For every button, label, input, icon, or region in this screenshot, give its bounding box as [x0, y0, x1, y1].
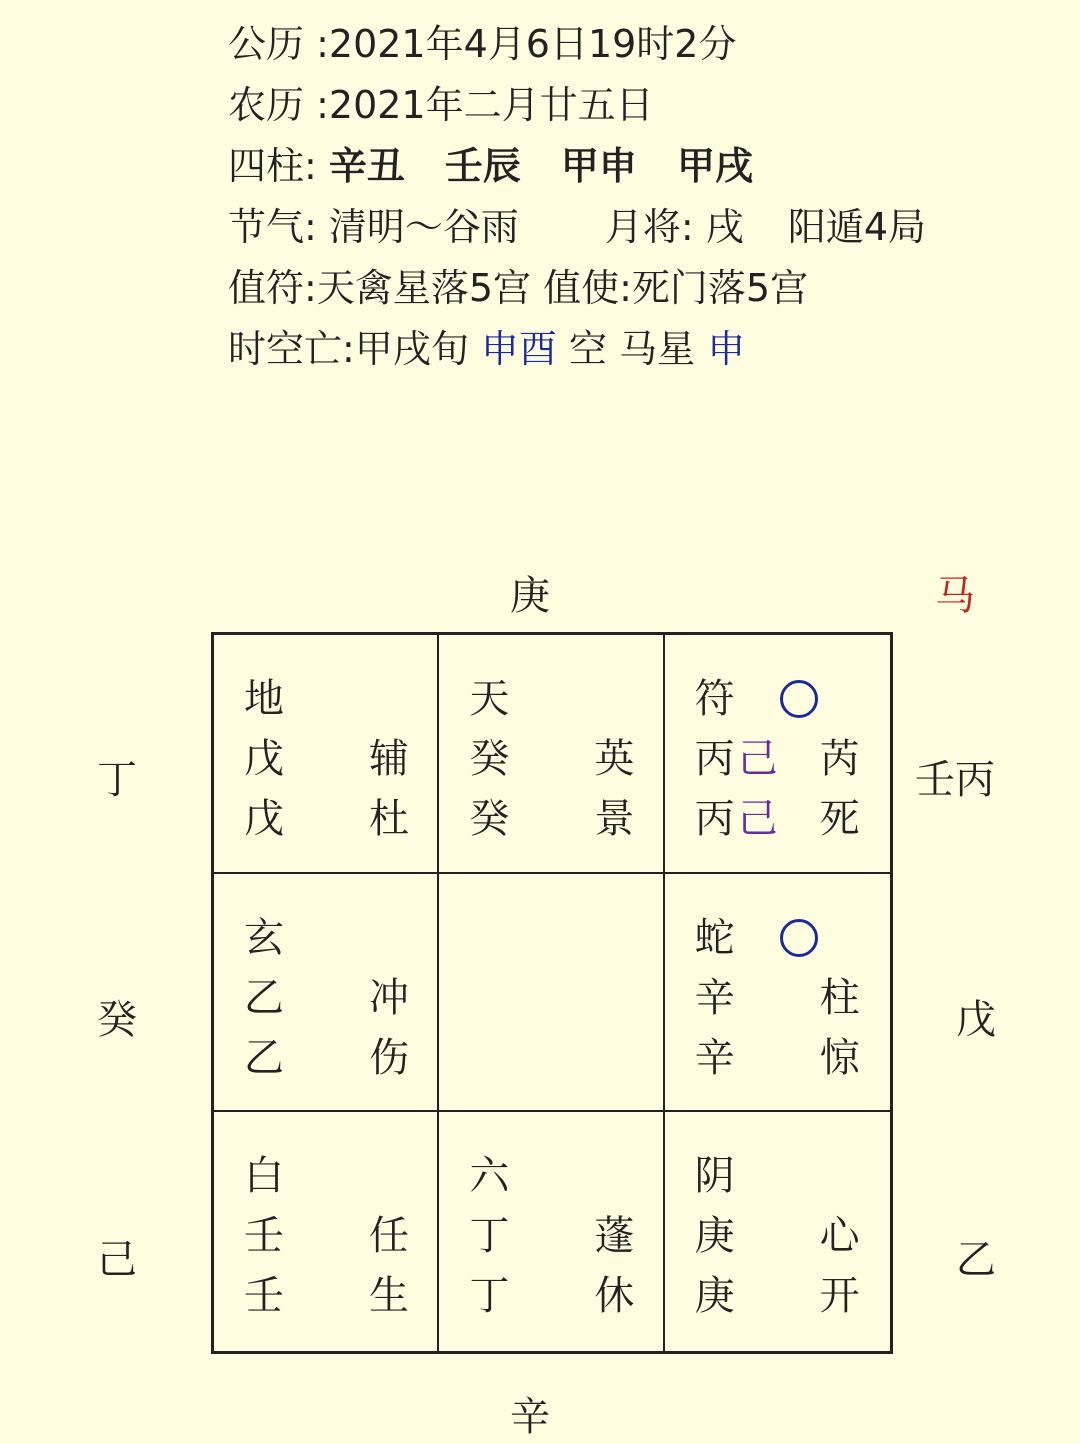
outer-left-bottom-stem: 己 — [97, 1237, 137, 1283]
palace-earth-stem: 丙 — [694, 796, 735, 842]
palace-star: 柱 — [819, 974, 860, 1021]
outer-right-mid-stem: 戊 — [956, 997, 996, 1043]
palace-earth-stem: 丁 — [469, 1273, 510, 1320]
pillar-month: 壬辰 — [444, 144, 521, 188]
solar-date-label: 公历 : — [228, 22, 329, 66]
void-branches: 申酉 — [480, 327, 557, 371]
palace-2 — [439, 635, 664, 874]
palace-4 — [214, 874, 439, 1113]
palace-earth-stem: 癸 — [469, 796, 510, 842]
palace-7 — [214, 1112, 439, 1351]
palace-1 — [214, 635, 439, 874]
palace-center — [439, 874, 664, 1113]
palace-god: 蛇 — [694, 914, 735, 961]
palace-door: 杜 — [369, 796, 409, 842]
outer-left-top-stem: 丁 — [97, 757, 137, 803]
outer-left-mid-stem: 癸 — [97, 997, 137, 1043]
outer-top-stem: 庚 — [510, 573, 550, 619]
palace-star: 任 — [369, 1213, 409, 1260]
month-general-value: 戌 — [705, 205, 744, 249]
palace-door: 开 — [819, 1273, 860, 1320]
palace-heaven-stem: 丁 — [469, 1213, 510, 1260]
chart-info — [228, 14, 926, 380]
palace-door: 休 — [594, 1273, 635, 1320]
palace-heaven-stem: 乙 — [244, 974, 284, 1021]
palace-door: 死 — [819, 796, 860, 842]
solar-date-value: 2021年4月6日19时2分 — [328, 22, 737, 66]
zhifu-zhishi-line — [228, 258, 926, 319]
lunar-date-label: 农历 : — [228, 83, 329, 127]
nine-palace-grid — [211, 632, 893, 1354]
ju-number: 阳遁4局 — [787, 205, 926, 249]
palace-star: 蓬 — [594, 1213, 635, 1260]
horse-mark: 马 — [935, 573, 975, 619]
palace-heaven-stem: 癸 — [469, 736, 510, 782]
palace-heaven-stem: 庚 — [694, 1213, 735, 1260]
palace-heaven-stem: 戊 — [244, 736, 284, 782]
palace-door: 景 — [594, 796, 635, 842]
palace-earth-stem: 乙 — [244, 1034, 284, 1081]
palace-heaven-stem: 丙 — [694, 736, 735, 782]
palace-door: 生 — [369, 1273, 409, 1320]
palace-god: 白 — [244, 1153, 284, 1200]
month-general-label: 月将: — [604, 205, 706, 249]
palace-god: 天 — [469, 676, 510, 722]
outer-bottom-stem: 辛 — [510, 1394, 550, 1440]
palace-heaven-stem: 壬 — [244, 1213, 284, 1260]
solar-date-line — [228, 14, 926, 75]
void-line — [228, 319, 926, 380]
void-circle-icon — [780, 680, 818, 718]
solar-term-line — [228, 197, 926, 258]
palace-god: 地 — [244, 676, 284, 722]
horse-star-branch: 申 — [707, 327, 746, 371]
palace-star: 芮 — [819, 736, 860, 782]
horse-star-label: 马星 — [619, 327, 696, 371]
void-word: 空 — [569, 327, 608, 371]
palace-door: 伤 — [369, 1034, 409, 1081]
void-xun: 甲戌旬 — [354, 327, 469, 371]
pillar-hour: 甲戌 — [676, 144, 753, 188]
lunar-date-line — [228, 75, 926, 136]
palace-door: 惊 — [819, 1034, 860, 1081]
zhishi-label: 值使: — [543, 266, 632, 310]
four-pillars-line — [228, 136, 926, 197]
palace-star: 冲 — [369, 974, 409, 1021]
zhishi-value: 死门落5宫 — [631, 266, 809, 310]
palace-earth-stem: 壬 — [244, 1273, 284, 1320]
solar-term-value: 清明～谷雨 — [328, 205, 519, 249]
palace-heaven-stem: 辛 — [694, 974, 735, 1021]
palace-star: 心 — [819, 1213, 860, 1260]
four-pillars-label: 四柱: — [228, 144, 329, 188]
palace-6 — [665, 874, 890, 1113]
palace-3 — [665, 635, 890, 874]
lunar-date-value: 2021年二月廿五日 — [328, 83, 654, 127]
solar-term-label: 节气: — [228, 205, 329, 249]
palace-god: 阴 — [694, 1153, 735, 1200]
outer-right-bottom-stem: 乙 — [956, 1237, 996, 1283]
palace-god: 符 — [694, 676, 735, 722]
palace-star: 英 — [594, 736, 635, 782]
outer-right-top-stem: 壬丙 — [915, 757, 995, 803]
palace-god: 玄 — [244, 914, 284, 961]
palace-star: 辅 — [369, 736, 409, 782]
palace-earth-stem: 庚 — [694, 1273, 735, 1320]
zhifu-label: 值符: — [228, 266, 317, 310]
palace-earth-stem-2: 己 — [737, 796, 778, 842]
palace-god: 六 — [469, 1153, 510, 1200]
palace-9 — [665, 1112, 890, 1351]
palace-earth-stem: 辛 — [694, 1034, 735, 1081]
palace-heaven-stem-2: 己 — [737, 736, 778, 782]
pillar-year: 辛丑 — [328, 144, 405, 188]
palace-earth-stem: 戊 — [244, 796, 284, 842]
void-label: 时空亡: — [228, 327, 355, 371]
void-circle-icon — [780, 919, 818, 957]
pillar-day: 甲申 — [560, 144, 637, 188]
zhifu-value: 天禽星落5宫 — [316, 266, 531, 310]
palace-8 — [439, 1112, 664, 1351]
